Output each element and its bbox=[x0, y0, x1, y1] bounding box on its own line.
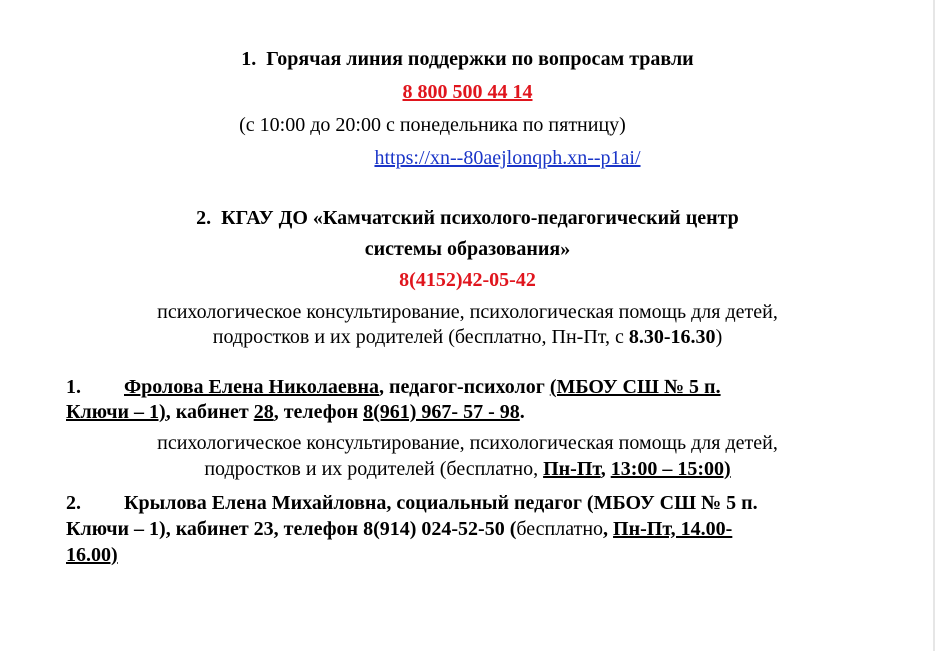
contact1-cabinet-label: , кабинет bbox=[165, 401, 254, 423]
contact1-school-line2: Ключи – 1) bbox=[66, 401, 166, 423]
section2-heading-line1 bbox=[0, 206, 935, 230]
contact1-cabinet: 28 bbox=[253, 401, 274, 423]
contact1-line1 bbox=[66, 375, 721, 399]
section2-title-line2: системы образования» bbox=[364, 238, 571, 260]
contact1-phone-label: , телефон bbox=[273, 401, 364, 423]
contact2-text-line1: Крылова Елена Михайловна, социальный педагог (МБОУ СШ № 5 п. bbox=[124, 492, 758, 514]
contact1-school-line1: (МБОУ СШ № 5 п. bbox=[549, 376, 721, 398]
contact2-line3: 16.00) bbox=[66, 544, 118, 566]
section1-heading bbox=[0, 47, 935, 71]
contact1-name: Фролова Елена Николаевна bbox=[124, 376, 380, 398]
contact1-phone[interactable]: 8(961) 967- 57 - 98 bbox=[363, 401, 520, 423]
hotline-hours: (с 10:00 до 20:00 с понедельника по пятницу) bbox=[239, 114, 626, 136]
contact2-sep: , bbox=[603, 518, 614, 540]
contact1-end: . bbox=[519, 401, 525, 423]
section1-title: Горячая линия поддержки по вопросам травли bbox=[266, 48, 694, 70]
hotline-url-link[interactable]: https://xn--80aejlonqph.xn--p1ai/ bbox=[374, 147, 641, 169]
section2-desc-line2 bbox=[0, 325, 935, 349]
section2-desc-prefix: подростков и их родителей (бесплатно, Пн-Пт, с bbox=[212, 326, 629, 348]
contact2-line2 bbox=[66, 517, 732, 541]
contact2-line1 bbox=[66, 491, 758, 515]
hotline-phone[interactable]: 8 800 500 44 14 bbox=[402, 81, 533, 103]
contact1-number: 1. bbox=[66, 376, 81, 398]
contact1-line2 bbox=[66, 400, 525, 424]
contact1-role: , педагог-психолог bbox=[379, 376, 550, 398]
section2-desc-time: 8.30-16.30 bbox=[628, 326, 716, 348]
contact1-desc-days: Пн-Пт bbox=[543, 458, 601, 480]
contact2-free: бесплатно bbox=[516, 518, 604, 540]
section2-title-line1: КГАУ ДО «Камчатский психолого-педагогический центр bbox=[221, 207, 739, 229]
contact1-desc-prefix: подростков и их родителей (бесплатно, bbox=[204, 458, 544, 480]
contact2-number: 2. bbox=[66, 492, 81, 514]
section1-number: 1. bbox=[241, 48, 257, 70]
section2-desc-line1: психологическое консультирование, психологическая помощь для детей, bbox=[157, 301, 778, 323]
contact1-desc-line1: психологическое консультирование, психологическая помощь для детей, bbox=[157, 432, 778, 454]
contact1-desc-time: 13:00 – 15:00) bbox=[610, 458, 731, 480]
section2-desc-suffix: ) bbox=[715, 326, 723, 348]
contact1-desc-line2 bbox=[0, 457, 935, 481]
contact2-text-line2: Ключи – 1), кабинет 23, телефон 8(914) 024-52-50 ( bbox=[66, 518, 517, 540]
center-phone[interactable]: 8(4152)42-05-42 bbox=[399, 269, 536, 291]
section2-number: 2. bbox=[196, 207, 212, 229]
contact1-desc-sep: , bbox=[600, 458, 611, 480]
contact2-days: Пн-Пт, 14.00- bbox=[613, 518, 733, 540]
